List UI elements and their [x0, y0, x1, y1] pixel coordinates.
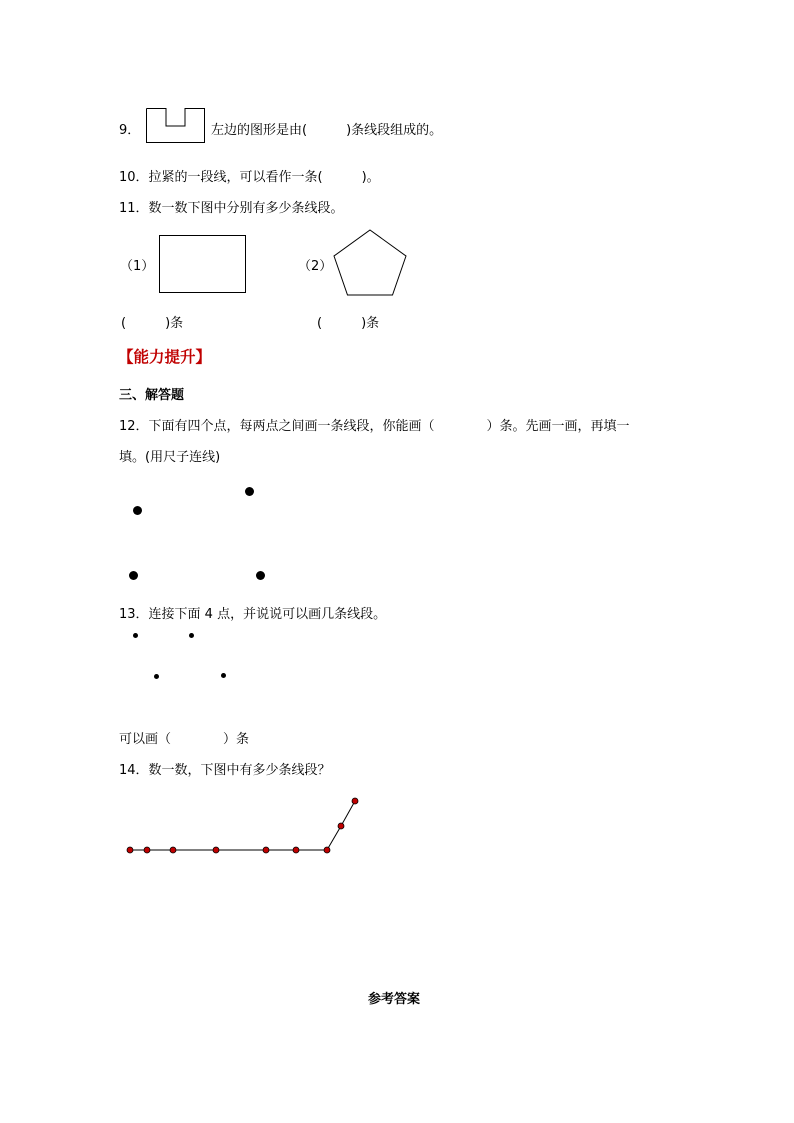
- q12-line-2: 填。(用尺子连线): [119, 450, 221, 465]
- q9-number: 9．: [119, 123, 141, 138]
- q11-text: 11．数一数下图中分别有多少条线段。: [119, 201, 344, 216]
- segment-point: [263, 847, 269, 853]
- segment-point: [127, 847, 133, 853]
- section-title: 三、解答题: [119, 388, 185, 403]
- segment-point: [213, 847, 219, 853]
- segment-point: [352, 798, 358, 804]
- segment-point: [338, 823, 344, 829]
- q9-text: 左边的图形是由( )条线段组成的。: [211, 123, 443, 138]
- segment-point: [293, 847, 299, 853]
- q14-text: 14．数一数，下图中有多少条线段？: [119, 763, 331, 778]
- segment-point: [144, 847, 150, 853]
- q13-text: 13．连接下面 4 点，并说说可以画几条线段。: [119, 607, 387, 622]
- q13-answer: 可以画（ ）条: [119, 732, 250, 747]
- ability-heading: 【能力提升】: [118, 348, 212, 366]
- q10-text: 10．拉紧的一段线，可以看作一条( )。: [119, 170, 380, 185]
- q11-fig2-label: （2）: [298, 259, 333, 274]
- segment-point: [170, 847, 176, 853]
- answer-title: 参考答案: [368, 992, 421, 1007]
- q11-answer-1: ( )条: [121, 316, 184, 331]
- q11-answer-2: ( )条: [317, 316, 380, 331]
- segment-point: [324, 847, 330, 853]
- q11-fig1-label: （1）: [120, 259, 155, 274]
- q12-line-1: 12．下面有四个点，每两点之间画一条线段，你能画（ ）条。先画一画，再填一: [119, 419, 630, 434]
